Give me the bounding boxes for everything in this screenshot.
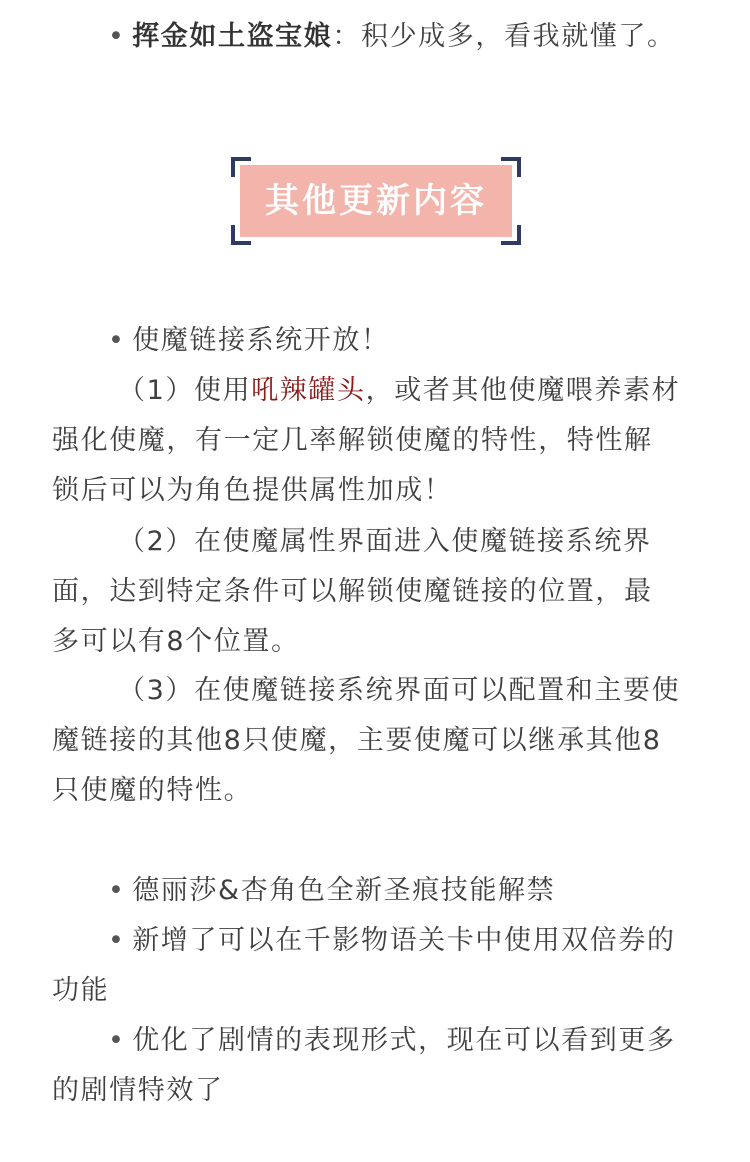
list-item-continuation: 功能 — [52, 975, 110, 1006]
bullet: • — [108, 325, 126, 356]
highlight-item-name: 吼辣罐头 — [251, 375, 366, 406]
paragraph-3-line-3: 只使魔的特性。 — [52, 775, 253, 806]
paragraph-3-line-1: （3）在使魔链接系统界面可以配置和主要使 — [118, 675, 681, 706]
list-item-text: 优化了剧情的表现形式，现在可以看到更多 — [132, 1025, 676, 1056]
intro-text: ：积少成多，看我就懂了。 — [332, 21, 676, 52]
link-system-title — [108, 316, 750, 366]
list-item — [108, 1016, 750, 1066]
paragraph-3-line-2: 魔链接的其他8只使魔，主要使魔可以继承其他8 — [52, 725, 662, 756]
list-item-text: 新增了可以在千影物语关卡中使用双倍券的 — [132, 925, 676, 956]
paragraph-2-line-2: 面，达到特定条件可以解锁使魔链接的位置，最 — [52, 576, 653, 607]
paragraph-1-line-1 — [118, 366, 750, 416]
section-header-label: 其他更新内容 — [240, 165, 512, 237]
paragraph-1-prefix: （1）使用 — [118, 375, 252, 406]
paragraph-1-rest: ，或者其他使魔喂养素材 — [365, 375, 681, 406]
bullet: • — [108, 1025, 126, 1056]
bullet: • — [108, 875, 126, 906]
intro-title: 挥金如土盗宝娘 — [132, 21, 333, 52]
paragraph-2-line-3: 多可以有8个位置。 — [52, 626, 300, 657]
list-item — [108, 866, 750, 916]
list-item-continuation: 的剧情特效了 — [52, 1075, 224, 1106]
paragraph-1-line-3: 锁后可以为角色提供属性加成！ — [52, 475, 453, 506]
list-item-text: 德丽莎&杏角色全新圣痕技能解禁 — [132, 875, 556, 906]
bullet: • — [108, 925, 126, 956]
bullet: • — [108, 21, 126, 52]
list-item — [108, 916, 750, 966]
paragraph-1-line-2: 强化使魔，有一定几率解锁使魔的特性，特性解 — [52, 425, 653, 456]
section-header — [231, 157, 521, 245]
paragraph-2-line-1: （2）在使魔属性界面进入使魔链接系统界 — [118, 526, 652, 557]
intro-line — [108, 12, 750, 62]
link-system-title-text: 使魔链接系统开放！ — [132, 325, 390, 356]
